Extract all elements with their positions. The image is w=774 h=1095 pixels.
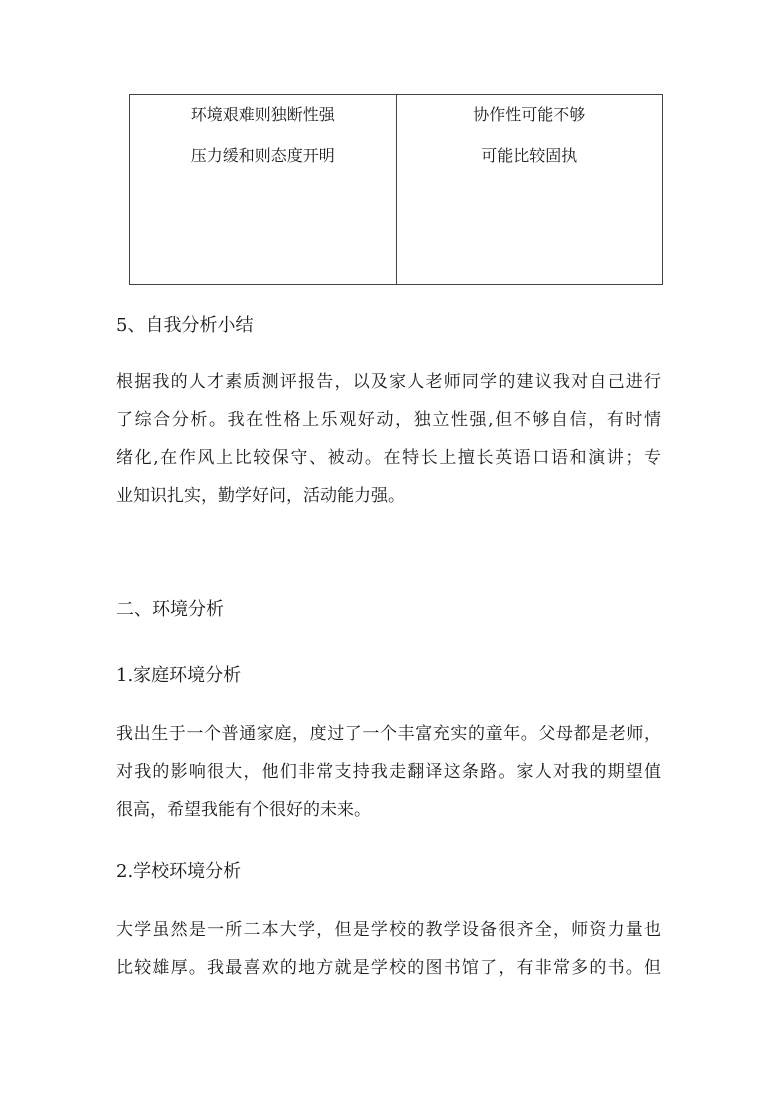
table-cell-line: 环境艰难则独断性强: [190, 105, 335, 124]
paragraph-line: 绪化,在作风上比较保守、被动。在特长上擅长英语口语和演讲；专: [116, 448, 661, 468]
paragraph-line: 对我的影响很大，他们非常支持我走翻译这条路。家人对我的期望值: [116, 762, 661, 782]
section-heading-family-environment: 1.家庭环境分析: [116, 665, 242, 686]
paragraph-family-environment: [116, 715, 661, 829]
paragraph-self-analysis: [116, 363, 661, 515]
section-heading-environment-analysis: 二、环境分析: [116, 599, 224, 620]
paragraph-line: 很高，希望我能有个很好的未来。: [116, 800, 371, 820]
paragraph-line: 我出生于一个普通家庭，度过了一个丰富充实的童年。父母都是老师，: [116, 724, 661, 744]
paragraph-line: 了综合分析。我在性格上乐观好动，独立性强,但不够自信，有时情: [116, 410, 661, 430]
table-cell-left: [130, 95, 396, 284]
table-cell-line: 可能比较固执: [481, 146, 578, 165]
table-cell-line: 协作性可能不够: [473, 105, 586, 124]
section-heading-school-environment: 2.学校环境分析: [116, 861, 242, 882]
table-cell-line: 压力缓和则态度开明: [190, 146, 335, 165]
paragraph-line: 大学虽然是一所二本大学，但是学校的教学设备很齐全，师资力量也: [116, 920, 661, 940]
paragraph-school-environment: [116, 911, 661, 987]
paragraph-line: 比较雄厚。我最喜欢的地方就是学校的图书馆了，有非常多的书。但: [116, 958, 661, 978]
table-cell-right: [396, 95, 663, 284]
comparison-table: [129, 94, 663, 285]
section-heading-self-analysis-summary: 5、自我分析小结: [116, 315, 254, 336]
paragraph-line: 根据我的人才素质测评报告，以及家人老师同学的建议我对自己进行: [116, 372, 661, 392]
paragraph-line: 业知识扎实，勤学好问，活动能力强。: [116, 486, 405, 506]
